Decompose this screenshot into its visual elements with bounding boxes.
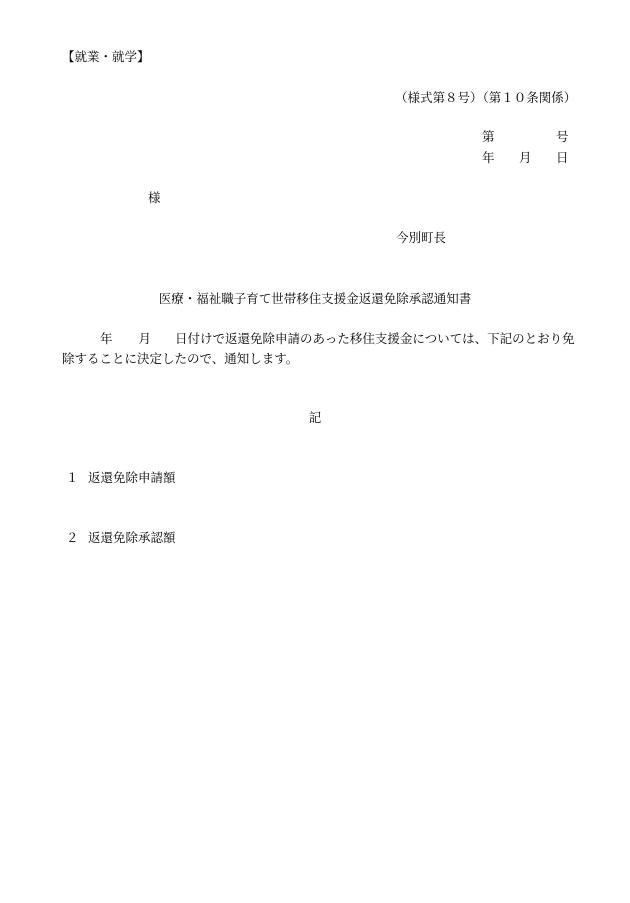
document-number-prefix: 第 <box>482 129 495 144</box>
item-number: ２ <box>66 530 79 545</box>
document-title: 医療・福祉職子育て世帯移住支援金返還免除承認通知書 <box>158 291 472 306</box>
form-reference: （様式第８号）（第１０条関係） <box>395 90 577 105</box>
item-number: １ <box>66 470 79 485</box>
date-year-label: 年 <box>482 150 495 165</box>
document-number-suffix: 号 <box>556 129 569 144</box>
body-month-label: 月 <box>138 331 152 346</box>
item-label: 返還免除申請額 <box>88 470 176 485</box>
body-text-line-2: 除することに決定したので、通知します。 <box>62 351 299 366</box>
body-year-label: 年 <box>100 331 113 346</box>
date-day-label: 日 <box>556 150 569 165</box>
ki-heading: 記 <box>308 410 322 425</box>
category-tag: 【就業・就学】 <box>62 49 150 64</box>
sender-name: 今別町長 <box>396 230 447 245</box>
body-text-line-1 <box>100 331 575 347</box>
list-item <box>66 530 176 546</box>
item-label: 返還免除承認額 <box>88 530 176 545</box>
date-month-label: 月 <box>519 150 532 165</box>
list-item <box>66 470 176 486</box>
addressee-honorific: 様 <box>148 190 161 205</box>
body-text-content-1: 日付けで返還免除申請のあった移住支援金については、下記のとおり免 <box>175 331 575 346</box>
